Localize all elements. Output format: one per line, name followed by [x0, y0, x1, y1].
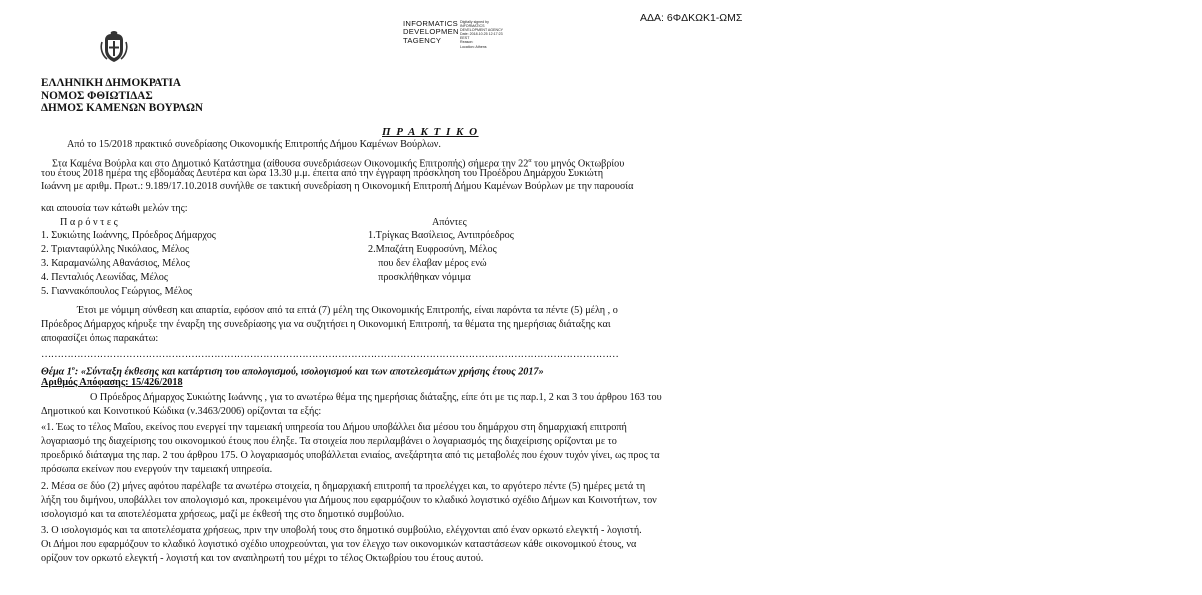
body-line: ισολογισμό και τα αποτελέσματα χρήσεως, μαζί με έκθεσή της στο δημοτικό συμβούλιο.: [41, 509, 405, 520]
absent-member: 1.Τρίγκας Βασίλειος, Αντιπρόεδρος: [368, 230, 514, 241]
body-line: λογαριασμό της διαχείρισης του οικονομικού έτους που έληξε. Τα στοιχεία που περιλαμβάνει ο λογαριασμός της διαχείρισης ορίζονται με το: [41, 436, 617, 447]
ada-code: ΑΔΑ: 6ΦΔΚΩΚ1-ΩΜΣ: [640, 12, 743, 24]
body-line: Ο Πρόεδρος Δήμαρχος Συκιώτης Ιωάννης , για το ανωτέρω θέμα της ημερήσιας διάταξης, είπε ότι με τις παρ.1, 2 και 3 του άρθρου 163 του: [90, 392, 662, 403]
absent-note: που δεν έλαβαν μέρος ενώ: [368, 258, 487, 269]
body-line: 2. Μέσα σε δύο (2) μήνες αφότου παρέλαβε τα ανωτέρω στοιχεία, η δημαρχιακή επιτροπή τα προελέγχει και, το αργότερο πέντε (5) ημέρες μετά τη: [41, 481, 646, 492]
signature-detail-line: INFORMATICS: [460, 24, 485, 29]
body-line: πρόσωπα εκείνων που ενεργούν την ταμειακή υπηρεσία.: [41, 464, 273, 475]
body-line: ορίζουν τον ορκωτό ελεγκτή - λογιστή και τον αναπληρωτή του μέχρι το τέλος Οκτωβρίου του έτους αυτού.: [41, 553, 484, 564]
signature-detail-line: Digitally signed by: [460, 20, 489, 24]
present-heading: Π α ρ ό ν τ ε ς: [60, 217, 118, 228]
header-line: ΔΗΜΟΣ ΚΑΜΕΝΩΝ ΒΟΥΡΛΩΝ: [41, 102, 204, 115]
signature-detail-line: Reason:: [460, 40, 474, 45]
stamp-line: TAGENCY: [403, 35, 442, 45]
body-line: προεδρικό διάταγμα της παρ. 2 του άρθρου 175. Ο λογαριασμός υποβάλλεται ενιαίος, ανεξάρτητα από τις μεταβολές που έχουν τυχόν γίνει, ως προς τα: [41, 450, 660, 461]
present-member: 4. Πενταλιός Λεωνίδας, Μέλος: [41, 272, 168, 283]
present-member: 1. Συκιώτης Ιωάννης, Πρόεδρος Δήμαρχος: [41, 230, 216, 241]
present-member: 2. Τριανταφύλλης Νικόλαος, Μέλος: [41, 244, 190, 255]
absent-member: 2.Μπαζάτη Ευφροσύνη, Μέλος: [368, 244, 497, 255]
intro-line: Από το 15/2018 πρακτικό συνεδρίασης Οικονομικής Επιτροπής Δήμου Καμένων Βούρλων.: [67, 139, 441, 150]
topic-prefix: Θέμα 1: [41, 366, 72, 378]
signature-detail-line: EEST: [460, 36, 470, 41]
greek-emblem-icon: [98, 28, 130, 64]
superscript: α: [528, 158, 532, 164]
intro-line: Ιωάννη με αριθμ. Πρωτ.: 9.189/17.10.2018 συνήλθε σε τακτική συνεδρίαση η Οικονομική Επιτροπή Δήμου Καμένων Βούρλων με την παρουσία: [41, 181, 634, 192]
separator-dots: ……………………………………………………………………………………………………………………………………………………………: [41, 349, 619, 360]
digital-signature-stamp: [403, 20, 459, 45]
quorum-line: Έτσι με νόμιμη σύνθεση και απαρτία, εφόσον από τα επτά (7) μέλη της Οικονομικής Επιτροπής, είναι παρόντα τα πέντε (5) μέλη , ο: [77, 305, 618, 316]
document-title: Π Ρ Α Κ Τ Ι Κ Ο: [382, 126, 479, 138]
signature-detail-line: DEVELOPMENT AGENCY: [460, 28, 504, 33]
body-line: Οι Δήμοι που εφαρμόζουν το κλαδικό λογιστικό σχέδιο υποχρεούνται, για τον έλεγχο των οικονομικών καταστάσεων κάθε οικονομικού έτους, να: [41, 539, 637, 550]
intro-text: Στα Καμένα Βούρλα και στο Δημοτικό Κατάστημα (αίθουσα συνεδριάσεων Οικονομικής Επιτροπής) σήμερα την 22: [52, 158, 529, 170]
present-member: 3. Καραμανώλης Αθανάσιος, Μέλος: [41, 258, 190, 269]
intro-line: του έτους 2018 ημέρα της εβδομάδας Δευτέρα και ώρα 13.30 μ.μ. έπειτα από την έγγραφη πρόσκληση του Προέδρου Δημάρχου Συκιώτη: [41, 168, 604, 179]
signature-detail-line: Date: 2018.10.25 12:17:23: [460, 32, 503, 37]
header-line: ΝΟΜΟΣ ΦΘΙΩΤΙΔΑΣ: [41, 89, 153, 102]
quorum-line: αποφασίζει όπως παρακάτω:: [41, 333, 159, 344]
intro-text: του μηνός Οκτωβρίου: [531, 158, 625, 170]
present-member: 5. Γιαννακόπουλος Γεώργιος, Μέλος: [41, 286, 193, 297]
body-line: Δημοτικού και Κοινοτικού Κώδικα (ν.3463/2006) ορίζονται τα εξής:: [41, 406, 322, 417]
topic-text: : «Σύνταξη έκθεσης και κατάρτιση του απολογισμού, ισολογισμού και των αποτελεσμάτων χρήσης έτους 2017»: [74, 366, 544, 378]
quorum-line: Πρόεδρος Δήμαρχος κήρυξε την έναρξη της συνεδρίασης για να συζητήσει η Οικονομική Επιτροπή, τα θέματα της ημερήσιας διάταξης και: [41, 319, 611, 330]
body-line: «1. Έως το τέλος Μαΐου, εκείνος που ενεργεί την ταμειακή υπηρεσία του Δήμου υποβάλλει δια μέσου του δημάρχου στη δημαρχιακή επιτροπή: [41, 422, 627, 433]
stamp-line: INFORMATICS: [403, 19, 459, 28]
superscript: ο: [71, 366, 75, 372]
document-header: [41, 77, 203, 115]
body-line: 3. Ο ισολογισμός και τα αποτελέσματα χρήσεως, πριν την υποβολή τους στο δημοτικό συμβούλιο, ελέγχονται από έναν ορκωτό ελεγκτή - λογιστή.: [41, 525, 642, 536]
signature-detail-line: Location: Athens: [460, 44, 487, 49]
absent-note: προσκλήθηκαν νόμιμα: [368, 272, 471, 283]
stamp-line: DEVELOPMEN: [403, 27, 459, 37]
signature-details: [460, 20, 540, 49]
decision-number: Αριθμός Απόφασης: 15/426/2018: [41, 377, 183, 388]
absent-heading: Απόντες: [432, 217, 467, 228]
body-line: λήξη του διμήνου, υποβάλλει τον απολογισμό και, προκειμένου για Δήμους που εφαρμόζουν το κλαδικό λογιστικό σχέδιο Δήμων και Κοινοτήτων, τον: [41, 495, 657, 506]
header-line: ΕΛΛΗΝΙΚΗ ΔΗΜΟΚΡΑΤΙΑ: [41, 77, 181, 89]
intro-line: και απουσία των κάτωθι μελών της:: [41, 203, 188, 214]
